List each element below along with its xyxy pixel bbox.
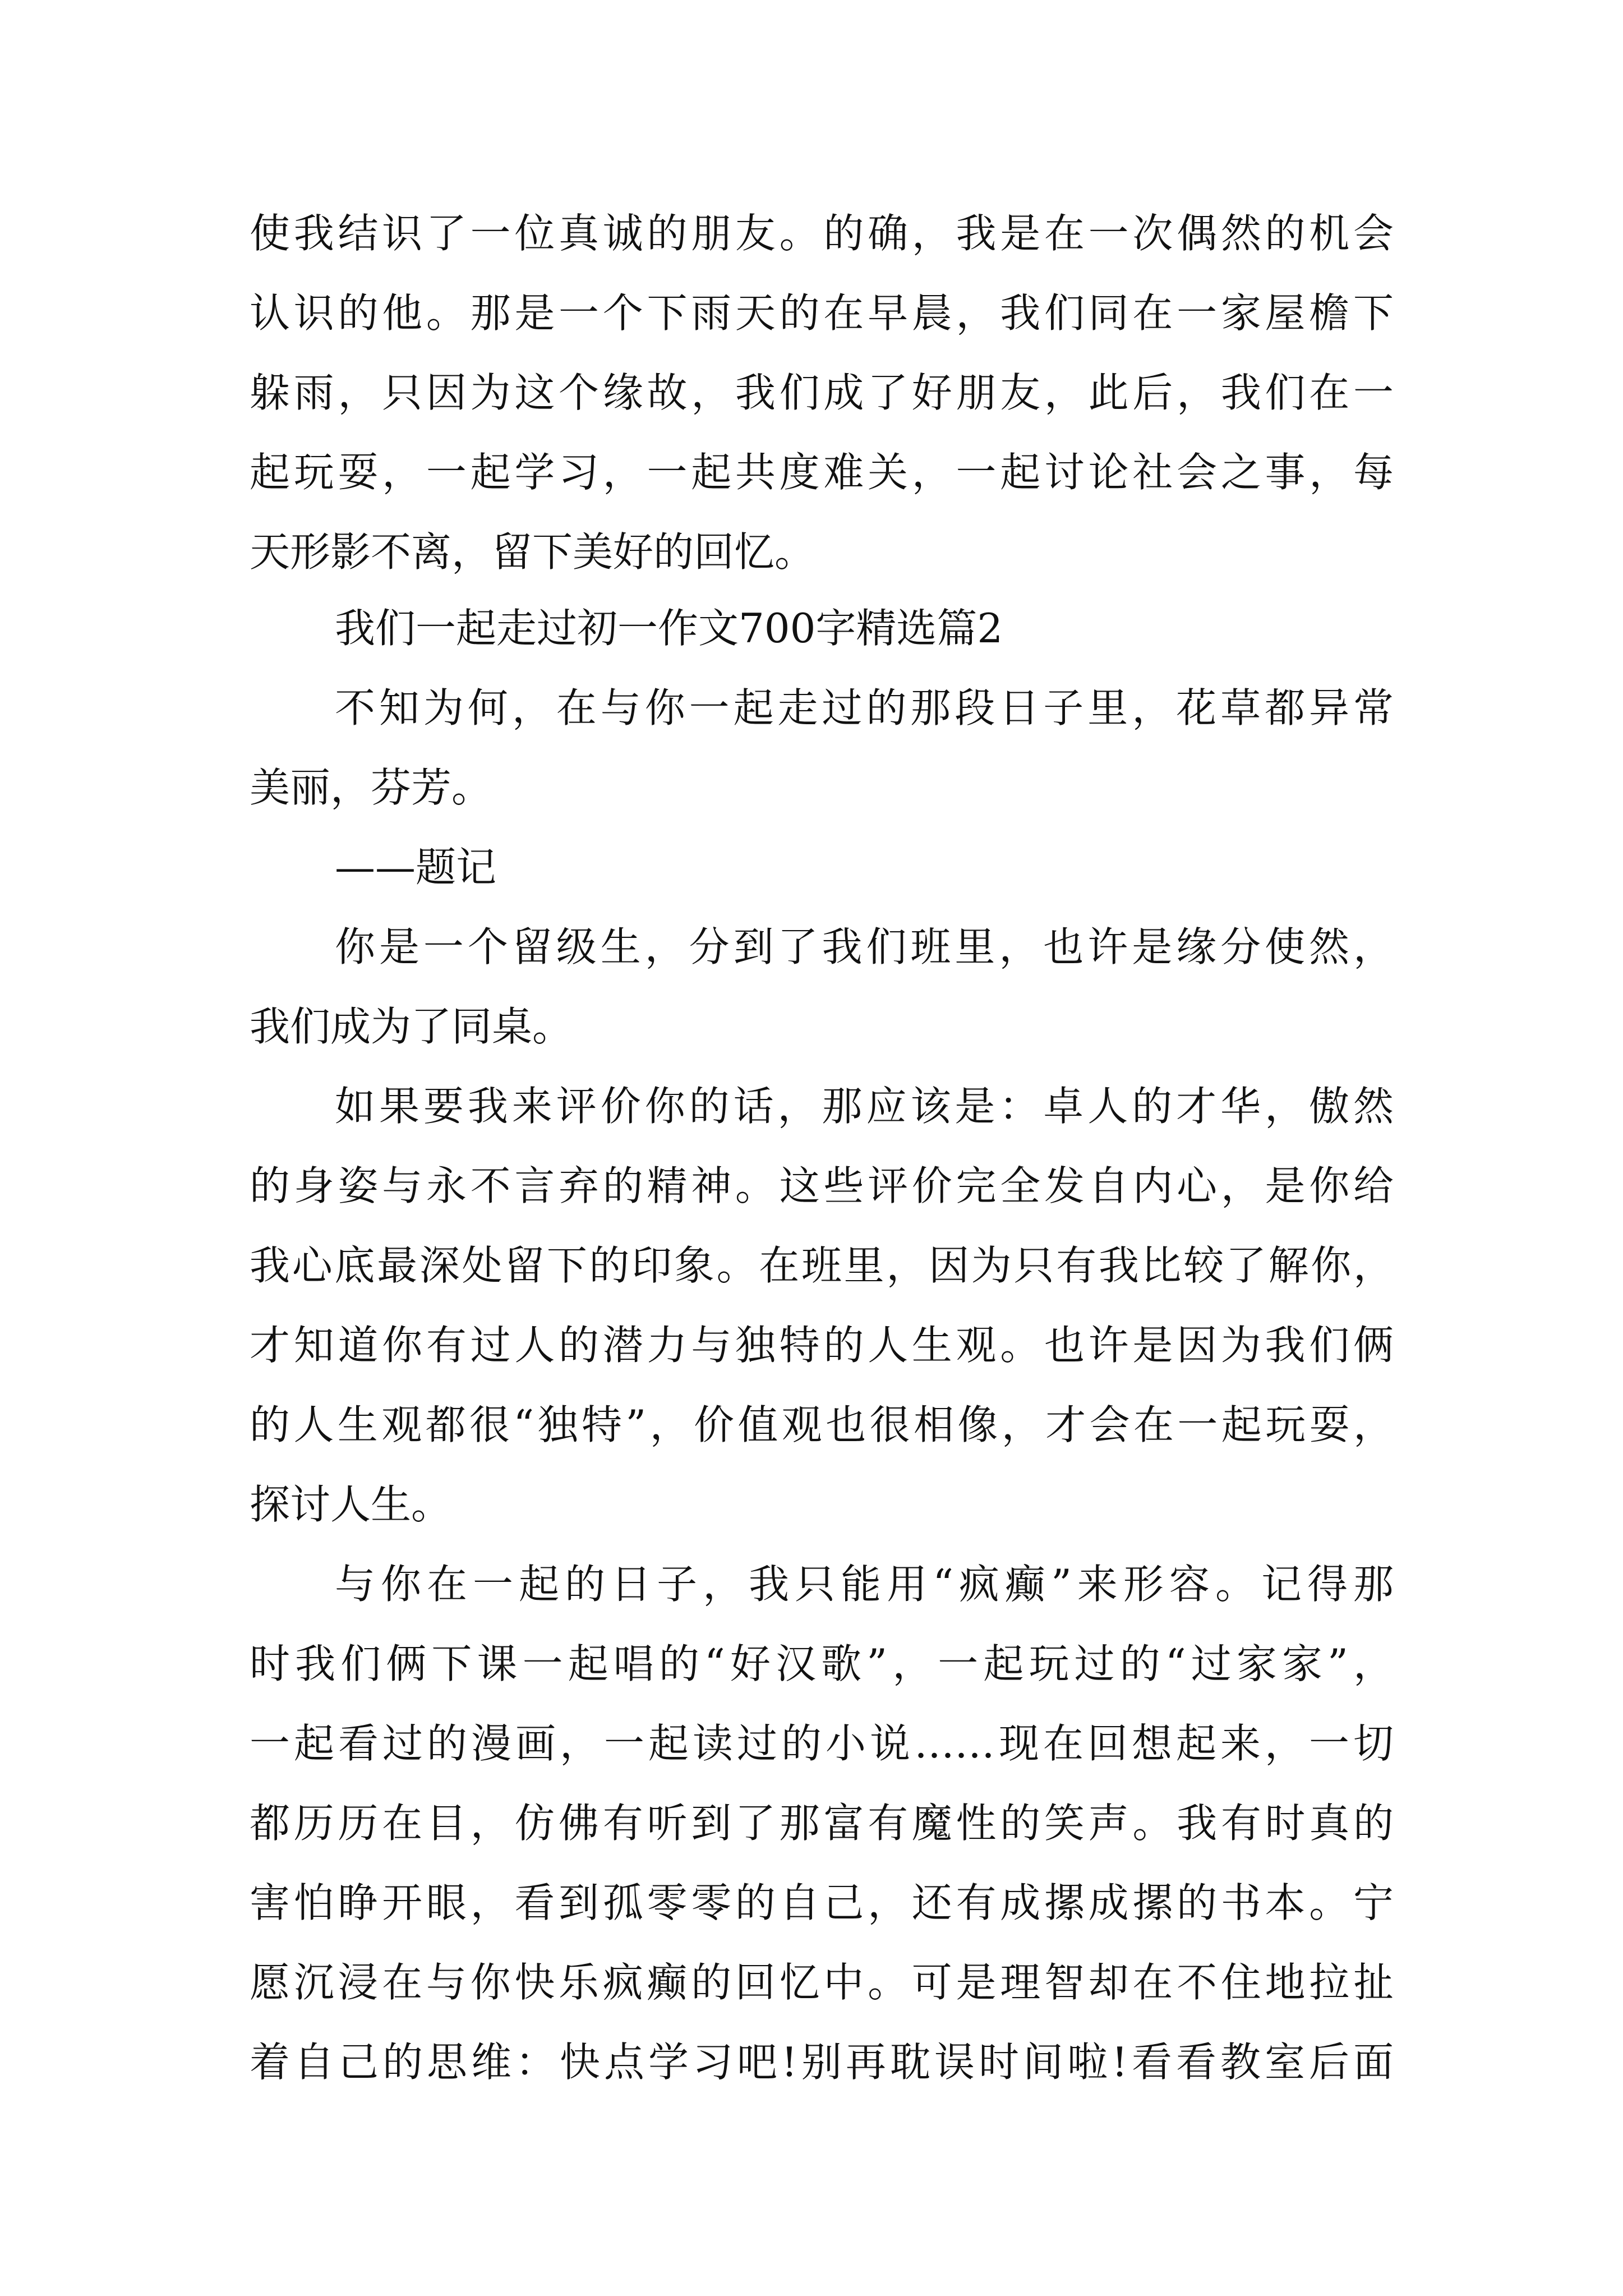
text-line: 一起看过的漫画，一起读过的小说……现在回想起来，一切 bbox=[250, 1720, 1394, 1767]
paragraph-start-line: 你是一个留级生，分到了我们班里，也许是缘分使然， bbox=[335, 923, 1394, 970]
text-line: 美丽，芬芳。 bbox=[250, 764, 492, 811]
text-line: 害怕睁开眼，看到孤零零的自己，还有成摞成摞的书本。宁 bbox=[250, 1879, 1394, 1926]
paragraph-start-line: 不知为何，在与你一起走过的那段日子里，花草都异常 bbox=[335, 684, 1394, 731]
text-line: 我心底最深处留下的印象。在班里，因为只有我比较了解你， bbox=[250, 1242, 1394, 1289]
text-line: 我们成为了同桌。 bbox=[250, 1003, 573, 1050]
text-line: 才知道你有过人的潜力与独特的人生观。也许是因为我们俩 bbox=[250, 1322, 1394, 1369]
text-line: 的人生观都很“独特”，价值观也很相像，才会在一起玩耍， bbox=[250, 1401, 1394, 1448]
text-line: 认识的他。那是一个下雨天的在早晨，我们同在一家屋檐下 bbox=[250, 289, 1394, 337]
text-line: 使我结识了一位真诚的朋友。的确，我是在一次偶然的机会 bbox=[250, 210, 1394, 257]
text-line: 都历历在目，仿佛有听到了那富有魔性的笑声。我有时真的 bbox=[250, 1800, 1394, 1847]
text-line: 探讨人生。 bbox=[250, 1481, 452, 1528]
paragraph-start-line: 与你在一起的日子，我只能用“疯癫”来形容。记得那 bbox=[335, 1561, 1394, 1608]
text-line: 躲雨，只因为这个缘故，我们成了好朋友，此后，我们在一 bbox=[250, 369, 1394, 416]
text-line: 起玩耍，一起学习，一起共度难关，一起讨论社会之事，每 bbox=[250, 449, 1394, 496]
text-line: 的身姿与永不言弃的精神。这些评价完全发自内心，是你给 bbox=[250, 1162, 1394, 1209]
text-line: 愿沉浸在与你快乐疯癫的回忆中。可是理智却在不住地拉扯 bbox=[250, 1959, 1394, 2006]
text-line: 时我们俩下课一起唱的“好汉歌”，一起玩过的“过家家”， bbox=[250, 1640, 1394, 1687]
text-line: 天形影不离，留下美好的回忆。 bbox=[250, 528, 815, 576]
text-line: 着自己的思维：快点学习吧!别再耽误时间啦!看看教室后面 bbox=[250, 2039, 1394, 2086]
paragraph-start-line: 如果要我来评价你的话，那应该是：卓人的才华，傲然 bbox=[335, 1083, 1394, 1130]
epigraph-attribution: ——题记 bbox=[335, 844, 497, 891]
section-heading: 我们一起走过初一作文700字精选篇2 bbox=[335, 605, 1003, 652]
